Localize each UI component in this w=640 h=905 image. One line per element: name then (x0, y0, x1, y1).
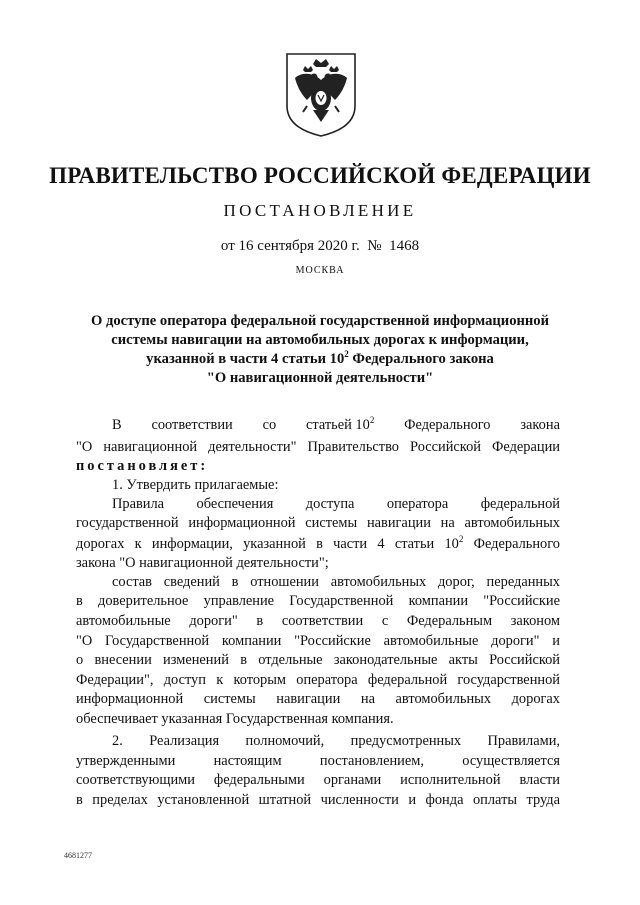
document-type: ПОСТАНОВЛЕНИЕ (223, 201, 417, 220)
body-line: утвержденными настоящим постановлением, осуществляется (76, 753, 560, 769)
subject-line: О доступе оператора федеральной государственной информационной (90, 313, 550, 329)
subject-line: "О навигационной деятельности" (206, 370, 434, 386)
document-code: 4681277 (64, 851, 92, 860)
body-line: "О Государственной компании "Российские автомобильные дороги" и (76, 633, 560, 649)
body-line: дорогах к информации, указанной в части 4 статьи $10^2$ Федерального (76, 534, 560, 552)
body-line: в пределах установленной штатной численности и фонда оплаты труда (76, 792, 560, 808)
subject-line: указанной в части 4 статьи $10^2$ Федерального закона (146, 349, 494, 367)
body-line: "О навигационной деятельности" Правительство Российской Федерации (76, 439, 560, 455)
date-number-line: от 16 сентября 2020 г. № 1468 (220, 238, 420, 254)
government-title: ПРАВИТЕЛЬСТВО РОССИЙСКОЙ ФЕДЕРАЦИИ (49, 163, 591, 188)
body-line: 2. Реализация полномочий, предусмотренных Правилами, (112, 733, 560, 749)
body-line: о внесении изменений в отдельные законодательные акты Российской (76, 652, 560, 668)
russian-coat-of-arms-icon (283, 50, 359, 138)
body-line: государственной информационной системы навигации на автомобильных (76, 515, 560, 531)
body-line: соответствующими федеральными органами исполнительной власти (76, 772, 560, 788)
body-line: Федерации", доступ к которым оператора федеральной государственной (76, 672, 560, 688)
subject-line: системы навигации на автомобильных дорогах к информации, (111, 332, 529, 348)
body-line: информационной системы навигации на автомобильных дорогах (76, 691, 560, 707)
body-line: 1. Утвердить прилагаемые: (112, 477, 279, 493)
body-line: в доверительное управление Государственной компании "Российские (76, 593, 560, 609)
body-line: В соответствии со статьей $10^2$ Федерального закона (112, 415, 560, 433)
body-line: состав сведений в отношении автомобильных дорог, переданных (112, 574, 560, 590)
body-line: автомобильные дороги" в соответствии с Федеральным законом (76, 613, 560, 629)
body-line: закона "О навигационной деятельности"; (76, 555, 329, 571)
body-line: Правила обеспечения доступа оператора федеральной (112, 496, 560, 512)
body-line: обеспечивает указанная Государственная компания. (76, 711, 394, 727)
city-label: МОСКВА (295, 265, 345, 276)
body-line-resolves: постановляет: (76, 458, 209, 474)
